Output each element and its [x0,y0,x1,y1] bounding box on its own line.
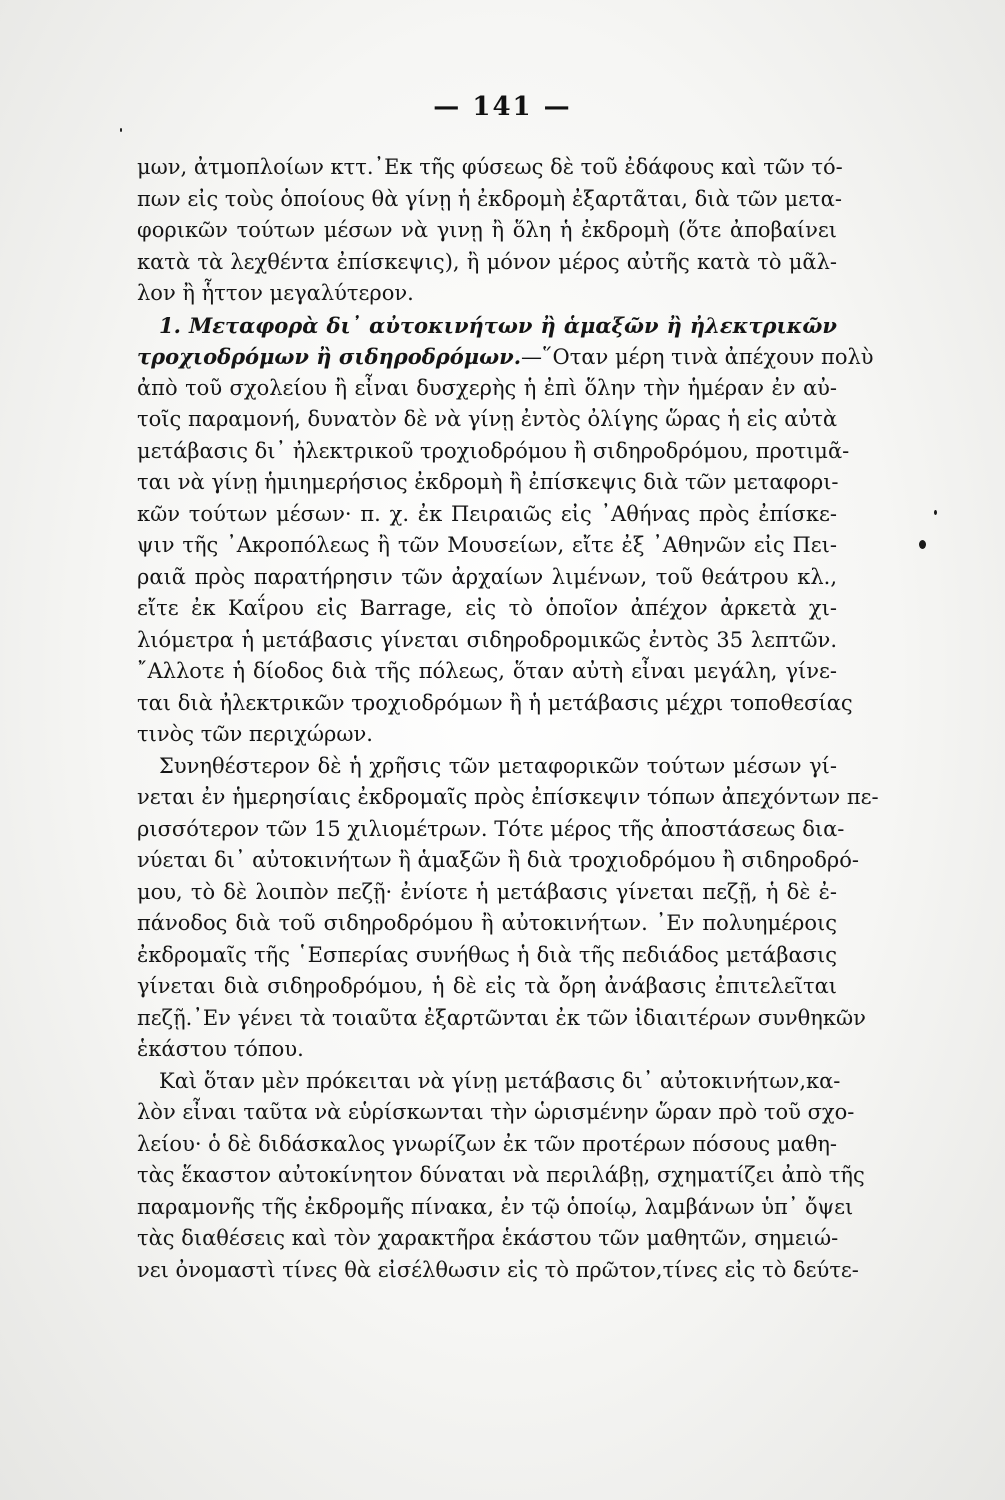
text-line: παραμονῆς τῆς ἐκδρομῆς πίνακα, ἐν τῷ ὁποίῳ, λαμβάνων ὑπ᾿ ὄψει [137,1194,854,1219]
text-line: ψιν τῆς ᾿Ακροπόλεως ἢ τῶν Μουσείων, εἴτε ἐξ ᾿Αθηνῶν εἰς Πει- [137,533,837,557]
text-line: νει ὀνομαστὶ τίνες θὰ εἰσέλθωσιν εἰς τὸ πρῶτον,τίνες εἰς τὸ δεύτε- [137,1257,859,1282]
text-line: εἴτε ἐκ Καΐρου εἰς Barrage, εἰς τὸ ὁποῖον ἀπέχον ἀρκετὰ χι- [137,596,837,620]
text-line: μου, τὸ δὲ λοιπὸν πεζῇ· ἐνίοτε ἡ μετάβασις γίνεται πεζῇ, ἡ δὲ ἐ- [137,879,837,904]
text-line: τινὸς τῶν περιχώρων. [137,722,373,746]
text-line: λον ἢ ἧττον μεγαλύτερον. [137,281,414,305]
text-line: μετάβασις δι᾿ ἠλεκτρικοῦ τροχιοδρόμου ἢ σιδηροδρόμου, προτιμᾶ- [137,438,850,463]
section-heading-line [137,310,837,342]
text-line: ἀπὸ τοῦ σχολείου ἢ εἶναι δυσχερὴς ἡ ἐπὶ ὅλην τὴν ἡμέραν ἐν αὐ- [137,375,837,400]
text-line: ἑκάστου τόπου. [137,1037,304,1061]
text-line: κατὰ τὰ λεχθέντα ἐπίσκεψις), ἢ μόνον μέρος αὐτῆς κατὰ τὸ μᾶλ- [137,249,837,274]
text-line: λὸν εἶναι ταῦτα νὰ εὑρίσκωνται τὴν ὡρισμένην ὥραν πρὸ τοῦ σχο- [137,1100,855,1124]
page-number: — 141 — [433,92,572,122]
text-line: γίνεται διὰ σιδηροδρόμου, ἡ δὲ εἰς τὰ ὄρη ἀνάβασις ἐπιτελεῖται [137,974,837,998]
text-line: νύεται δι᾿ αὐτοκινήτων ἢ ἁμαξῶν ἢ διὰ τροχιοδρόμου ἢ σιδηροδρό- [137,848,859,872]
text-line: ραιᾶ πρὸς παρατήρησιν τῶν ἀρχαίων λιμένων, τοῦ θεάτρου κλ., [137,564,837,589]
text-line: ρισσότερον τῶν 15 χιλιομέτρων. Τότε μέρος τῆς ἀποστάσεως δια- [137,816,845,841]
ink-speck [120,128,122,132]
body-text [137,152,879,1286]
text-line: Συνηθέστερον δὲ ἡ χρῆσις τῶν μεταφορικῶν τούτων μέσων γί- [159,753,837,778]
text-line: ῎Αλλοτε ἡ δίοδος διὰ τῆς πόλεως, ὅταν αὐτὴ εἶναι μεγάλη, γίνε- [137,659,837,683]
section-heading-continued: τροχιοδρόμων ἢ σιδηροδρόμων. [137,344,522,369]
text-line: τὰς διαθέσεις καὶ τὸν χαρακτῆρα ἑκάστου τῶν μαθητῶν, σημειώ- [137,1226,839,1250]
paragraph-2 [137,310,874,751]
text-line: ται διὰ ἠλεκτρικῶν τροχιοδρόμων ἢ ἡ μετάβασις μέχρι τοποθεσίας [137,690,853,715]
text-line: κῶν τούτων μέσων· π. χ. ἐκ Πειραιῶς εἰς ᾿Αθήνας πρὸς ἐπίσκε- [137,501,837,526]
text-line: Καὶ ὅταν μὲν πρόκειται νὰ γίνῃ μετάβασις δι᾿ αὐτοκινήτων,κα- [159,1068,841,1093]
text-line: λείου· ὁ δὲ διδάσκαλος γνωρίζων ἐκ τῶν προτέρων πόσους μαθη- [137,1131,838,1156]
paragraph-3 [137,751,879,1066]
text-line: ἐκδρομαῖς τῆς ῾Εσπερίας συνήθως ἡ διὰ τῆς πεδιάδος μετάβασις [137,942,837,967]
text-line: τὰς ἕκαστον αὐτοκίνητον δύναται νὰ περιλάβῃ, σχηματίζει ἀπὸ τῆς [137,1163,865,1187]
text-line: νεται ἐν ἡμερησίαις ἐκδρομαῖς πρὸς ἐπίσκεψιν τόπων ἀπεχόντων πε- [137,785,879,809]
text-line: μων, ἀτμοπλοίων κττ.᾿Εκ τῆς φύσεως δὲ τοῦ ἐδάφους καὶ τῶν τό- [137,155,843,179]
text-line: φορικῶν τούτων μέσων νὰ γινῃ ἢ ὅλη ἡ ἐκδρομὴ (ὅτε ἀποβαίνει [137,218,837,242]
section-text-start: —῞Οταν μέρη τινὰ ἀπέχουν πολὺ [521,345,874,369]
text-line: πάνοδος διὰ τοῦ σιδηροδρόμου ἢ αὐτοκινήτων. ᾿Εν πολυημέροις [137,911,837,935]
text-line [137,341,874,373]
text-line: τοῖς παραμονή, δυνατὸν δὲ νὰ γίνῃ ἐντὸς ὀλίγης ὥρας ἡ εἰς αὐτὰ [137,407,837,431]
ink-speck [919,540,926,549]
paragraph-1 [137,152,843,310]
paragraph-4 [137,1066,865,1287]
ink-speck [934,510,937,515]
text-line: πων εἰς τοὺς ὁποίους θὰ γίνῃ ἡ ἐκδρομὴ ἐξαρτᾶται, διὰ τῶν μετα- [137,186,842,211]
text-line: πεζῇ.᾿Εν γένει τὰ τοιαῦτα ἐξαρτῶνται ἐκ τῶν ἰδιαιτέρων συνθηκῶν [137,1005,866,1030]
text-line: ται νὰ γίνῃ ἡμιημερήσιος ἐκδρομὴ ἢ ἐπίσκεψις διὰ τῶν μεταφορι- [137,470,839,494]
section-heading: 1. Μεταφορὰ δι᾿ αὐτοκινήτων ἢ ἁμαξῶν ἢ ἠλεκτρικῶν [159,312,837,338]
text-line: λιόμετρα ἡ μετάβασις γίνεται σιδηροδρομικῶς ἐντὸς 35 λεπτῶν. [137,627,837,652]
